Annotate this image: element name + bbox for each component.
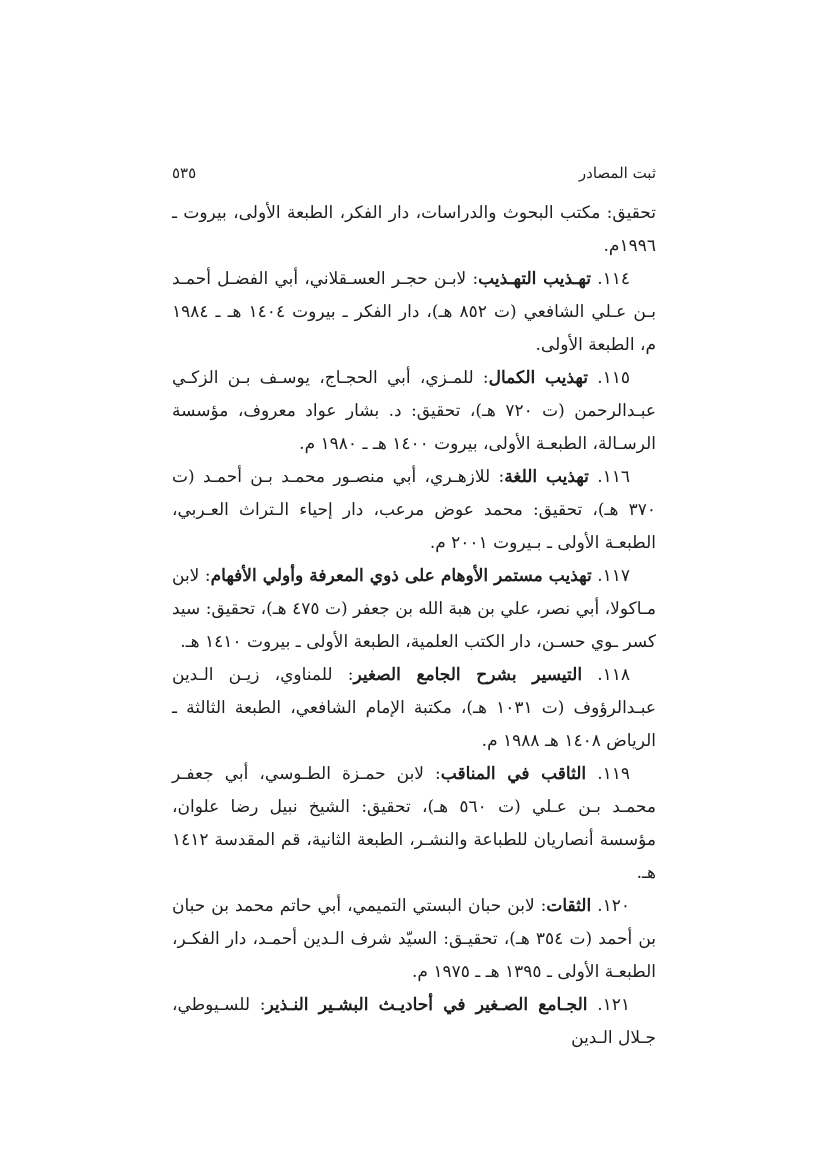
bibliography-entry [172,263,656,362]
bibliography-entry [172,362,656,461]
entry-text: : لابن حبان البستي التميمي، أبي حاتم محمد بن حبان بن أحمد (ت ٣٥٤ هـ)، تحقيـق: السيّد شرف الـدين أحمـد، دار الفكـر، الطبعـة الأولى ـ ١٣٩٥ هـ ـ ١٩٧٥ م. [172,896,656,982]
page-number: ٥٣٥ [172,164,197,182]
entry-number: ١٢٠. [597,896,630,916]
entry-number: ١١٧. [597,566,630,586]
running-head-title: ثبت المصادر [578,164,656,182]
entry-number: ١١٩. [597,764,631,784]
running-head [172,160,656,186]
bibliography-entry [172,560,656,659]
bibliography-entry [172,659,656,758]
entry-title: تهـذيب التهـذيب [478,269,591,289]
entry-text: : للسـيوطي، جـلال الـدين [172,995,656,1048]
bibliography-entry [172,989,656,1055]
entry-title: الثقات [546,896,592,916]
bibliography-entry [172,890,656,989]
entry-title: تهذيب مستمر الأوهام على ذوي المعرفة وأولي الأفهام [210,566,592,586]
entry-text: : لابن حمـزة الطـوسي، أبي جعفـر محمـد بـن عـلي (ت ٥٦٠ هـ)، تحقيق: الشيخ نبيل رضا علوان، مؤسسة أنصاريان للطباعة والنشـر، الطبعة الثانية، قم المقدسة ١٤١٢ هـ. [172,764,657,883]
entry-text: تحقيق: مكتب البحوث والدراسات، دار الفكر، الطبعة الأولى، بيروت ـ ١٩٩٦م. [172,203,656,256]
entry-text: : للمناوي، زيـن الـدين عبـدالرؤوف (ت ١٠٣١ هـ)، مكتبة الإمام الشافعي، الطبعة الثالثة ـ الرياض ١٤٠٨ هـ ١٩٨٨ م. [172,665,656,751]
bibliography-list [172,197,656,1055]
entry-title: تهذيب اللغة [504,467,589,487]
entry-number: ١١٦. [597,467,631,487]
entry-text: : لابـن حجـر العسـقلاني، أبي الفضـل أحمـد بـن عـلي الشافعي (ت ٨٥٢ هـ)، دار الفكر ـ بيروت ١٤٠٤ هـ ـ ١٩٨٤ م، الطبعة الأولى. [172,269,657,355]
entry-title: تهذيب الكمال [488,368,588,388]
bibliography-entry-continuation [172,197,656,263]
entry-title: الجـامع الصـغير في أحاديـث البشـير النـذير [265,995,588,1015]
entry-text: : لابن مـاكولا، أبي نصر، علي بن هبة الله بن جعفر (ت ٤٧٥ هـ)، تحقيق: سيد كسر ـوي حسـن، دار الكتب العلمية، الطبعة الأولى ـ بيروت ١٤١٠ هـ. [172,566,656,652]
entry-number: ١١٥. [597,368,630,388]
entry-number: ١٢١. [597,995,631,1015]
entry-number: ١١٤. [597,269,630,289]
entry-text: : للمـزي، أبي الحجـاج، يوسـف بـن الزكـي عبـدالرحمن (ت ٧٢٠ هـ)، تحقيق: د. بشار عواد معروف، مؤسسة الرسـالة، الطبعـة الأولى، بيروت ١٤٠٠ هـ ـ ١٩٨٠ م. [172,368,656,454]
entry-number: ١١٨. [597,665,630,685]
entry-text: : للازهـري، أبي منصـور محمـد بـن أحمـد (ت ٣٧٠ هـ)، تحقيق: محمد عوض مرعب، دار إحياء الـتراث العـربي، الطبعـة الأولى ـ بـيروت ٢٠٠١ م. [172,467,656,553]
entry-title: التيسير بشرح الجامع الصغير [353,665,583,685]
entry-title: الثاقب في المناقب [440,764,587,784]
bibliography-entry [172,461,656,560]
bibliography-entry [172,758,656,890]
